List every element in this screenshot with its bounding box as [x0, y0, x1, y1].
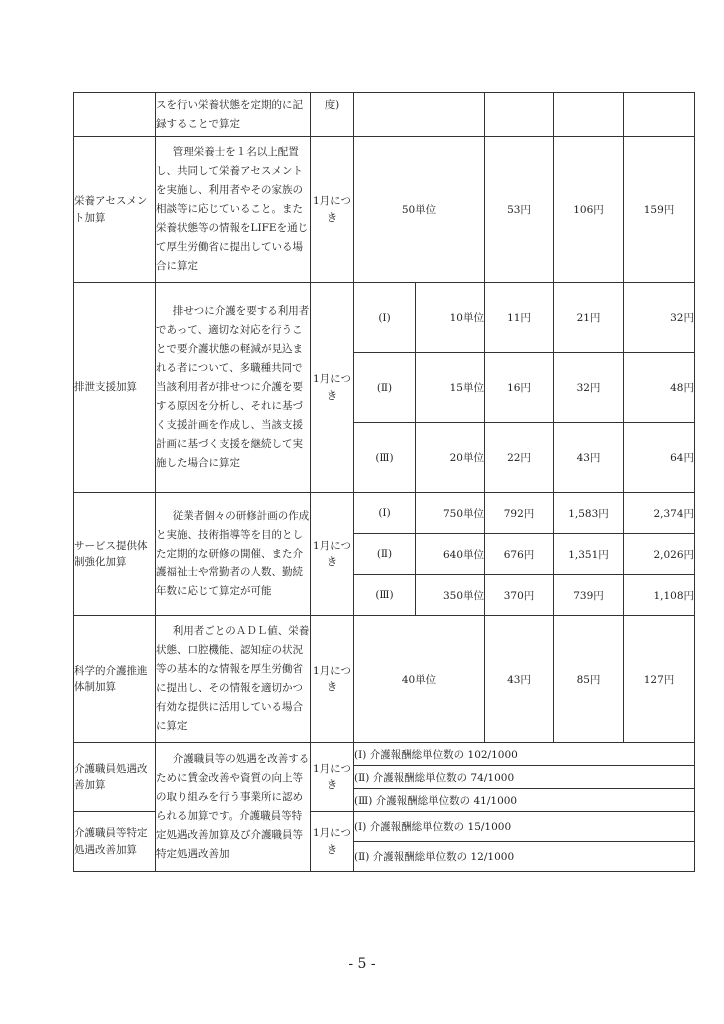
unit-cell: 1月につき	[311, 493, 354, 616]
description-cell: 排せつに介護を要する利用者であって、適切な対応を行うことで要介護状態の軽減が見込まれる者について、多職種共同で当該利用者が排せつに介護を要する原因を分析し、それに基づく支援計画を作成し、当該支援計画に基づく支援を継続して実施した場合に算定	[156, 283, 311, 493]
yen-cell: 792円	[485, 493, 554, 534]
yen-cell: 32円	[624, 283, 695, 353]
description-cell: 利用者ごとのＡＤＬ値、栄養状態、口腔機能、認知症の状況等の基本的な情報を厚生労働省に提出し、その情報を適切かつ有効な提供に活用している場合に算定	[156, 616, 311, 743]
yen-cell: 676円	[485, 534, 554, 575]
tier-cell: (Ⅱ)	[354, 534, 416, 575]
tier-cell: (Ⅲ)	[354, 575, 416, 616]
name-cell	[74, 93, 156, 137]
rate-cell: (Ⅱ) 介護報酬総単位数の 74/1000	[354, 766, 695, 789]
units-cell: 350単位	[416, 575, 485, 616]
name-cell: 介護職員等特定処遇改善加算	[74, 812, 156, 872]
yen-cell: 85円	[554, 616, 624, 743]
yen-cell: 739円	[554, 575, 624, 616]
yen-cell: 43円	[554, 423, 624, 493]
unit-cell: 1月につき	[311, 616, 354, 743]
table-row	[74, 493, 695, 534]
table-row	[74, 283, 695, 353]
units-cell: 750単位	[416, 493, 485, 534]
units-cell: 15単位	[416, 353, 485, 423]
name-cell: 栄養アセスメント加算	[74, 137, 156, 283]
unit-cell: 1月につき	[311, 812, 354, 872]
yen-cell: 48円	[624, 353, 695, 423]
yen-cell: 106円	[554, 137, 624, 283]
name-cell: 排泄支援加算	[74, 283, 156, 493]
units-cell: 10単位	[416, 283, 485, 353]
rate-cell: (Ⅰ) 介護報酬総単位数の 102/1000	[354, 743, 695, 766]
yen-cell: 370円	[485, 575, 554, 616]
yen-cell: 43円	[485, 616, 554, 743]
tier-cell: (Ⅰ)	[354, 493, 416, 534]
description-cell: スを行い栄養状態を定期的に記録することで算定	[156, 93, 311, 137]
description-cell: 従業者個々の研修計画の作成と実施、技術指導等を目的とした定期的な研修の開催、また介護福祉士や常勤者の人数、勤続年数に応じて算定が可能	[156, 493, 311, 616]
name-cell: サービス提供体制強化加算	[74, 493, 156, 616]
yen-cell: 2,026円	[624, 534, 695, 575]
name-cell: 介護職員処遇改善加算	[74, 743, 156, 812]
yen-cell: 22円	[485, 423, 554, 493]
yen-cell: 1,108円	[624, 575, 695, 616]
additional-fee-table	[73, 92, 695, 872]
yen-cell: 21円	[554, 283, 624, 353]
yen-cell: 159円	[624, 137, 695, 283]
description-cell: 管理栄養士を１名以上配置し、共同して栄養アセスメントを実施し、利用者やその家族の相談等に応じていること。また栄養状態等の情報をLIFEを通じて厚生労働省に提出している場合に算定	[156, 137, 311, 283]
table-row	[74, 616, 695, 743]
unit-cell: 1月につき	[311, 743, 354, 812]
units-cell: 50単位	[354, 137, 485, 283]
yen-cell: 32円	[554, 353, 624, 423]
tier-cell: (Ⅰ)	[354, 283, 416, 353]
description-cell: 介護職員等の処遇を改善するために賃金改善や資質の向上等の取り組みを行う事業所に認められる加算です。介護職員等特定処遇改善加算及び介護職員等特定処遇改善加	[156, 743, 311, 872]
unit-cell: 1月につき	[311, 283, 354, 493]
yen-cell: 2,374円	[624, 493, 695, 534]
table-row	[74, 743, 695, 766]
unit-cell: 1月につき	[311, 137, 354, 283]
table-row	[74, 93, 695, 137]
yen-cell: 127円	[624, 616, 695, 743]
yen-cell: 11円	[485, 283, 554, 353]
table-row	[74, 137, 695, 283]
yen-cell: 16円	[485, 353, 554, 423]
rate-cell: (Ⅰ) 介護報酬総単位数の 15/1000	[354, 812, 695, 842]
units-cell: 40単位	[354, 616, 485, 743]
yen-cell: 1,583円	[554, 493, 624, 534]
page-number: - 5 -	[348, 956, 376, 972]
tier-cell: (Ⅲ)	[354, 423, 416, 493]
rate-cell: (Ⅲ) 介護報酬総単位数の 41/1000	[354, 789, 695, 812]
yen-cell: 1,351円	[554, 534, 624, 575]
tier-cell: (Ⅱ)	[354, 353, 416, 423]
units-cell: 20単位	[416, 423, 485, 493]
name-cell: 科学的介護推進体制加算	[74, 616, 156, 743]
units-cell: 640単位	[416, 534, 485, 575]
yen-cell: 53円	[485, 137, 554, 283]
unit-cell: 度)	[311, 93, 354, 137]
rate-cell: (Ⅱ) 介護報酬総単位数の 12/1000	[354, 842, 695, 872]
yen-cell: 64円	[624, 423, 695, 493]
